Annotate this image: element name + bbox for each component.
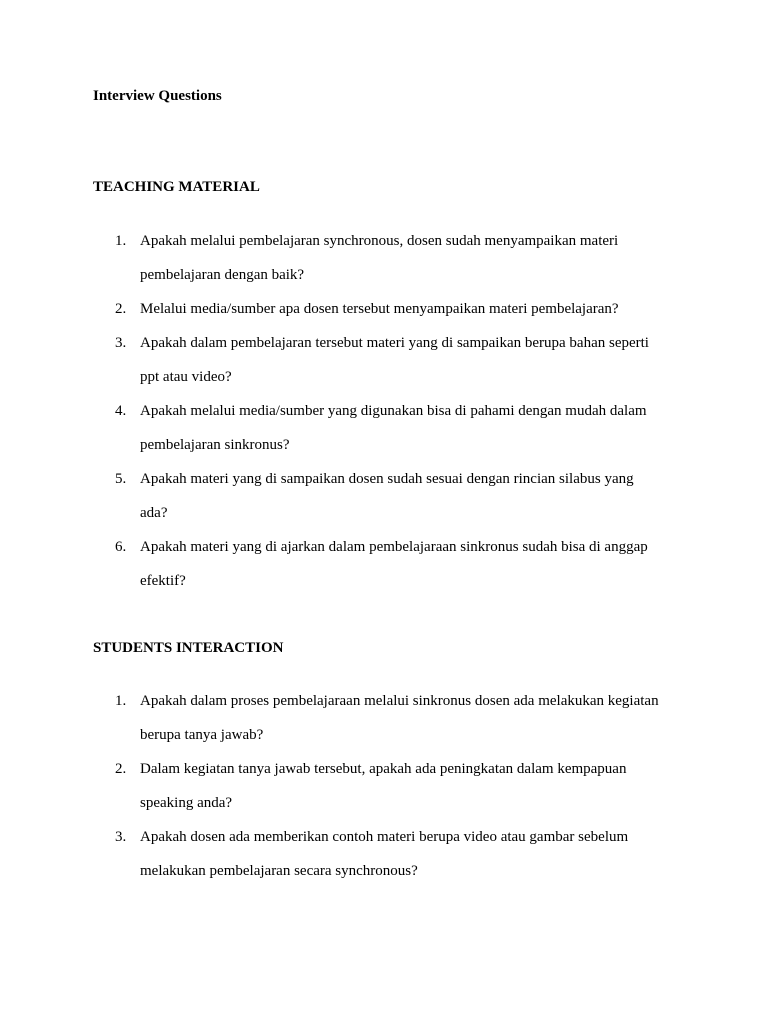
question-text-line: melakukan pembelajaran secara synchronous? [140,863,418,879]
question-text-line: efektif? [140,573,186,589]
question-text-line: pembelajaran sinkronus? [140,437,290,453]
question-text-line: Apakah materi yang di sampaikan dosen sudah sesuai dengan rincian silabus yang [140,471,634,487]
question-number: 1. [115,233,127,249]
question-text-line: speaking anda? [140,795,233,811]
question-text-line: berupa tanya jawab? [140,727,264,743]
question-number: 3. [115,829,127,845]
section-heading-students-interaction: STUDENTS INTERACTION [93,640,284,656]
question-number: 2. [115,761,127,777]
question-text-line: Dalam kegiatan tanya jawab tersebut, apakah ada peningkatan dalam kempapuan [140,761,627,777]
page-title: Interview Questions [93,88,222,104]
question-number: 5. [115,471,127,487]
question-text-line: ada? [140,505,168,521]
question-text-line: ppt atau video? [140,369,232,385]
list-item [93,820,693,888]
list-item [93,752,693,820]
question-text-line: Apakah dosen ada memberikan contoh materi berupa video atau gambar sebelum [140,829,629,845]
question-text-line: Apakah melalui media/sumber yang digunakan bisa di pahami dengan mudah dalam [140,403,647,419]
question-text-line: Melalui media/sumber apa dosen tersebut menyampaikan materi pembelajaran? [140,301,619,317]
question-number: 4. [115,403,127,419]
section-heading-teaching-material: TEACHING MATERIAL [93,179,260,195]
list-item [93,224,693,292]
list-item [93,394,693,462]
list-item [93,530,693,598]
list-item [93,326,693,394]
question-text-line: Apakah melalui pembelajaran synchronous, dosen sudah menyampaikan materi [140,233,619,249]
question-text-line: Apakah dalam pembelajaran tersebut materi yang di sampaikan berupa bahan seperti [140,335,649,351]
students-interaction-question-list [93,684,693,888]
list-item [93,462,693,530]
list-item [93,684,693,752]
question-text-line: pembelajaran dengan baik? [140,267,305,283]
question-number: 3. [115,335,127,351]
question-number: 2. [115,301,127,317]
question-text-line: Apakah dalam proses pembelajaraan melalui sinkronus dosen ada melakukan kegiatan [140,693,659,709]
question-number: 6. [115,539,127,555]
question-text-line: Apakah materi yang di ajarkan dalam pembelajaraan sinkronus sudah bisa di anggap [140,539,648,555]
question-number: 1. [115,693,127,709]
teaching-material-question-list [93,224,693,598]
list-item [93,292,693,326]
